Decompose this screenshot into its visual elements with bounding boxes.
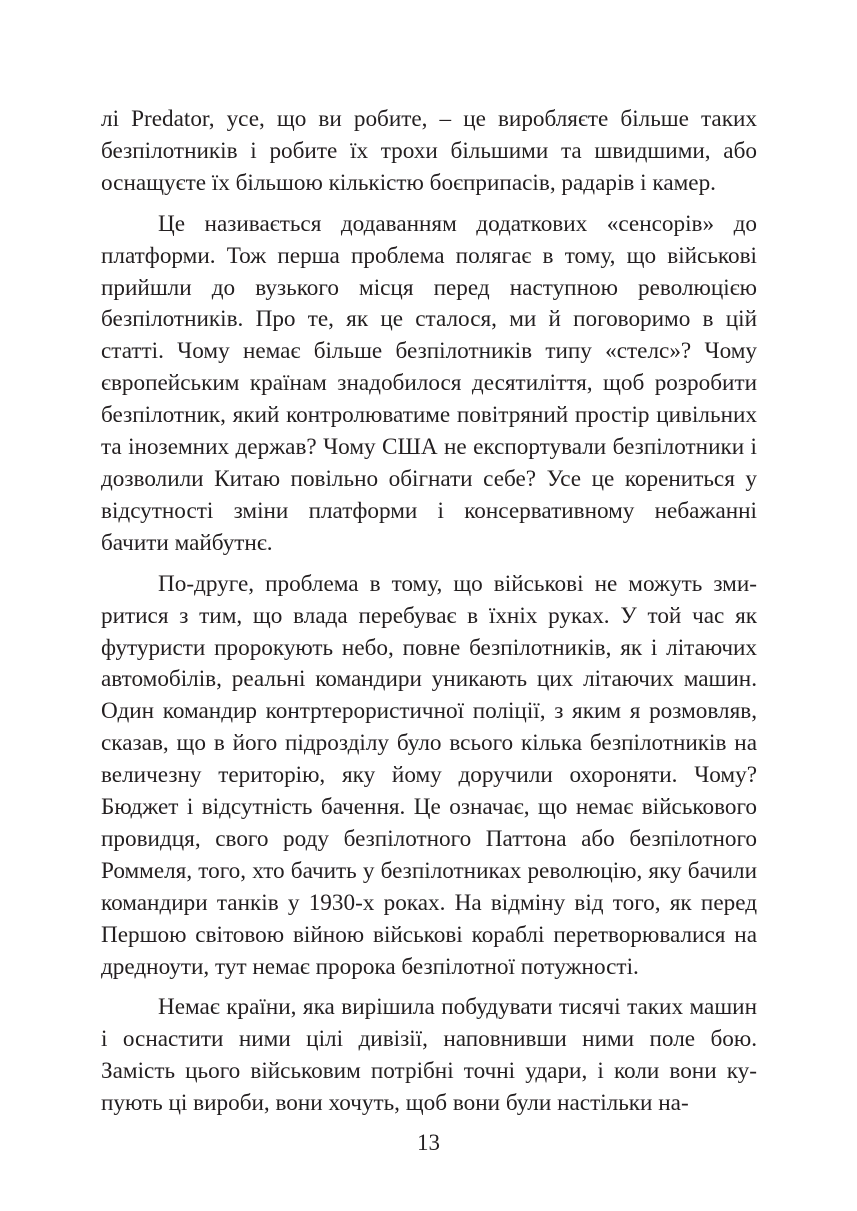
paragraph-second-problem: По-друге, проблема в тому, що військові не можуть змиритися з тим, що влада перебуває в їхніх руках. У той час як футуристи пророкують небо, повне безпілотників, як і літаючих автомобілів, реальні командири уникають цих літаючих машин. Один командир контртерористичної поліції, з яким я розмовляв, сказав, що в його підрозділу було всього кілька безпілотників на величезну територію, яку йому доручили охороняти. Чому? Бюджет і відсутність бачення. Це означає, що немає військового провидця, свого роду безпілотного Паттона або безпілотного Роммеля, того, хто бачить у безпілотниках революцію, яку бачили командири танків у 1930-х роках. На відміну від того, як перед Першою світовою війною військові кораблі перетворювалися на дредноути, тут немає пророка безпілотної потужності. [101, 570, 757, 980]
paragraph-sensors: Це називається додаванням додаткових «сенсорів» до платформи. Тож перша проблема полягає в тому, що військові прийшли до вузького місця перед наступною революцією безпілотників. Про те, як це сталося, ми й поговоримо в цій статті. Чому немає більше безпілотників типу «стелс»? Чому європейським країнам знадобилося десятиліття, щоб розробити безпілотник, який контролюватиме повітряний простір цивільних та іноземних держав? Чому США не експортували безпілотники і дозволили Китаю повільно обігнати себе? Усе це корениться у відсутності зміни платформи і консервативному небажанні бачити майбутнє. [101, 210, 757, 556]
body-text [101, 104, 757, 1129]
page-number: 13 [417, 1130, 440, 1155]
paragraph-no-country: Немає країни, яка вирішила побудувати тисячі таких машин і оснастити ними цілі дивізії, наповнивши ними поле бою. Замість цього військовим потрібні точні удари, і коли вони купують ці вироби, вони хочуть, щоб вони були настільки на- [101, 994, 757, 1117]
paragraph-continuation: лі Predator, усе, що ви робите, – це виробляєте більше таких безпілотників і робите їх трохи більшими та швидшими, або оснащуєте їх більшою кількістю боєприпасів, радарів і камер. [101, 106, 757, 196]
